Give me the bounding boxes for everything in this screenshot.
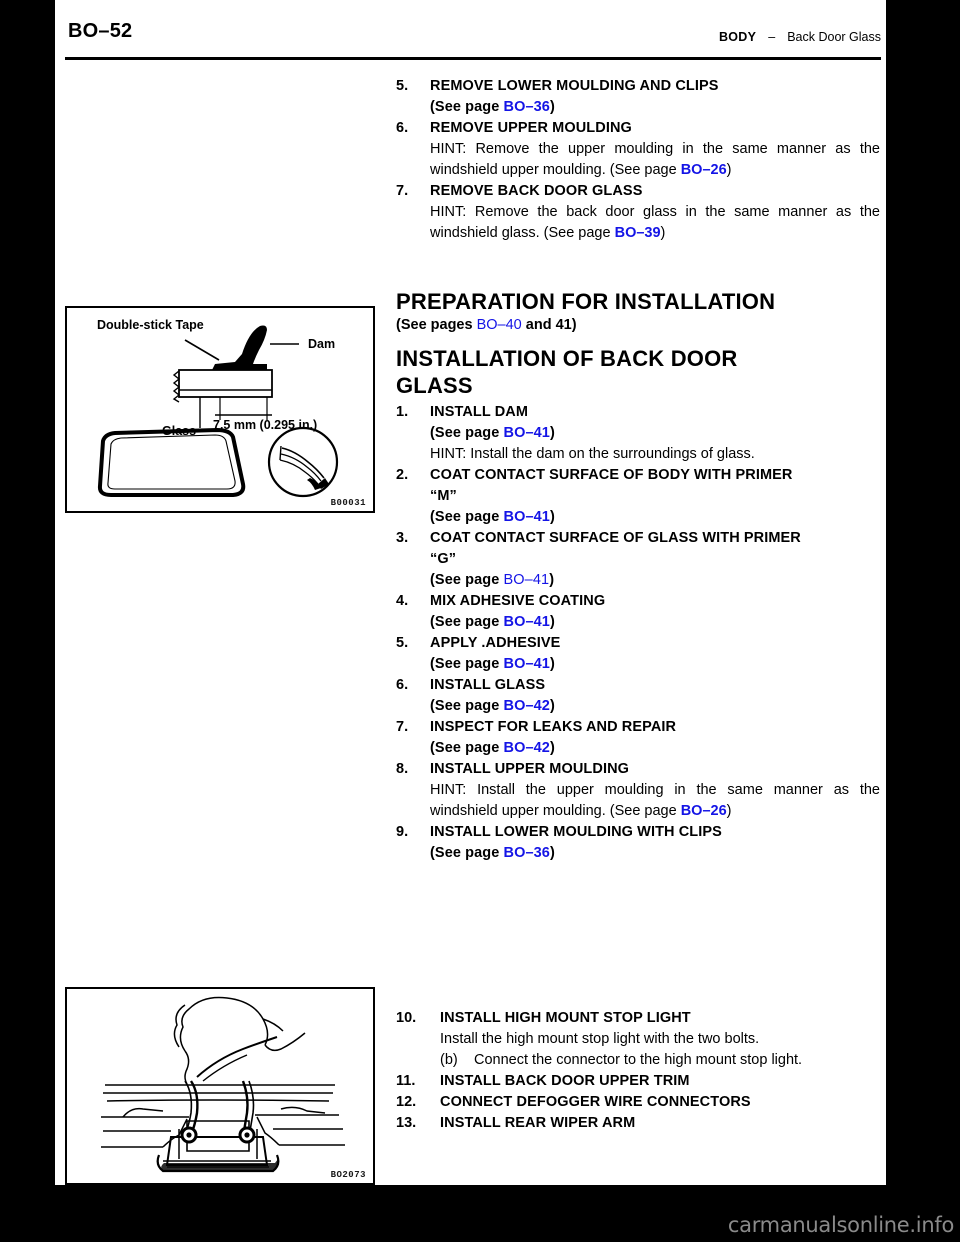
page-link[interactable]: BO–41 (503, 572, 550, 588)
step-item (396, 402, 880, 465)
header-breadcrumb (719, 30, 881, 44)
step-title-continued: “G” (430, 551, 457, 567)
content-column (396, 76, 880, 864)
step-number: 12. (396, 1094, 417, 1110)
step-title: INSTALL UPPER MOULDING (430, 761, 630, 777)
reference-prefix: (See page (430, 656, 504, 672)
step-number: 9. (396, 824, 409, 840)
step-number: 6. (396, 120, 409, 136)
step-item (396, 759, 880, 822)
page-link[interactable]: BO–36 (503, 845, 550, 861)
step-item (396, 675, 880, 717)
step-item (396, 76, 880, 118)
step-title: INSTALL DAM (430, 404, 529, 420)
reference-prefix: (See page (430, 614, 504, 630)
page-link[interactable]: BO–42 (503, 740, 550, 756)
step-title: INSTALL HIGH MOUNT STOP LIGHT (440, 1010, 691, 1026)
reference-prefix: (See page (430, 509, 504, 525)
header-divider (65, 57, 881, 60)
reference-prefix: (See page (430, 698, 504, 714)
step-number: 7. (396, 183, 409, 199)
reference-prefix: (See page (430, 99, 504, 115)
hint-suffix: ) (660, 225, 666, 241)
page-link[interactable]: BO–26 (680, 803, 727, 819)
step-title: REMOVE LOWER MOULDING AND CLIPS (430, 78, 719, 94)
figure-label-glass: Glass (162, 424, 197, 438)
page-link[interactable]: BO–40 (476, 317, 522, 333)
step-title: REMOVE BACK DOOR GLASS (430, 183, 643, 199)
figure-code: B00031 (330, 498, 366, 508)
section-heading-installation-line1: INSTALLATION OF BACK DOOR (396, 346, 738, 371)
reference-suffix: ) (549, 99, 555, 115)
page-link[interactable]: BO–36 (503, 99, 550, 115)
hint-text: HINT: Install the upper moulding in the same manner as the windshield upper moulding. (See page (430, 782, 880, 819)
step-number: 11. (396, 1073, 416, 1089)
step-reference (430, 696, 880, 717)
step-number: 4. (396, 593, 409, 609)
section-heading-installation-line2: GLASS (396, 373, 473, 398)
header-section: BODY (718, 30, 757, 44)
step-item (396, 1113, 880, 1134)
reference-suffix: ) (549, 509, 555, 525)
reference-suffix: ) (549, 698, 555, 714)
step-item (396, 591, 880, 633)
page-link[interactable]: BO–42 (503, 698, 550, 714)
step-item (396, 1092, 880, 1113)
reference-suffix: and 41) (521, 317, 577, 333)
step-hint: HINT: Install the dam on the surroundings of glass. (430, 446, 755, 462)
step-item (396, 717, 880, 759)
page-link[interactable]: BO–41 (503, 656, 550, 672)
step-hint (430, 202, 880, 244)
step-item (396, 1008, 880, 1071)
step-title: CONNECT DEFOGGER WIRE CONNECTORS (440, 1094, 751, 1110)
page-number: BO–52 (68, 20, 133, 42)
step-title: APPLY .ADHESIVE (430, 635, 561, 651)
bottom-steps-column (396, 1008, 880, 1134)
substep-label: (b) (440, 1052, 458, 1068)
step-number: 10. (396, 1010, 417, 1026)
reference-suffix: ) (549, 425, 555, 441)
step-number: 2. (396, 467, 409, 483)
reference-prefix: (See page (430, 572, 504, 588)
reference-prefix: (See page (430, 740, 504, 756)
step-reference (430, 507, 880, 528)
step-hint (430, 139, 880, 181)
step-title: INSTALL REAR WIPER ARM (440, 1115, 636, 1131)
step-reference (430, 97, 880, 118)
step-number: 6. (396, 677, 409, 693)
section-heading-preparation: PREPARATION FOR INSTALLATION (396, 289, 776, 314)
step-item (396, 822, 880, 864)
step-item (396, 528, 880, 591)
manual-page (55, 0, 886, 1185)
page-link[interactable]: BO–26 (680, 162, 727, 178)
reference-suffix: ) (549, 845, 555, 861)
step-title: MIX ADHESIVE COATING (430, 593, 606, 609)
reference-suffix: ) (549, 740, 555, 756)
header-subject: Back Door Glass (787, 30, 881, 44)
step-title-continued: “M” (430, 488, 457, 504)
step-reference (430, 423, 880, 444)
preparation-reference (396, 315, 880, 336)
substep-text: Connect the connector to the high mount stop light. (474, 1052, 803, 1068)
step-title: INSPECT FOR LEAKS AND REPAIR (430, 719, 677, 735)
step-title: REMOVE UPPER MOULDING (430, 120, 632, 136)
step-hint (430, 780, 880, 822)
step-substep (440, 1050, 880, 1071)
page-link[interactable]: BO–41 (503, 425, 550, 441)
step-title: INSTALL BACK DOOR UPPER TRIM (440, 1073, 690, 1089)
step-title: COAT CONTACT SURFACE OF BODY WITH PRIMER (430, 467, 793, 483)
step-item (396, 465, 880, 528)
reference-prefix: (See page (430, 845, 504, 861)
step-number: 13. (396, 1115, 417, 1131)
step-detail: Install the high mount stop light with the two bolts. (440, 1031, 760, 1047)
step-title: INSTALL GLASS (430, 677, 546, 693)
step-item (396, 633, 880, 675)
step-item (396, 1071, 880, 1092)
hint-suffix: ) (726, 162, 732, 178)
step-item (396, 181, 880, 244)
step-number: 7. (396, 719, 409, 735)
reference-suffix: ) (549, 656, 555, 672)
step-number: 5. (396, 635, 409, 651)
step-title: INSTALL LOWER MOULDING WITH CLIPS (430, 824, 722, 840)
step-reference (430, 843, 880, 864)
figure-high-mount-stop-light (65, 987, 375, 1185)
header-separator: – (768, 30, 776, 44)
step-title: COAT CONTACT SURFACE OF GLASS WITH PRIMER (430, 530, 801, 546)
hint-suffix: ) (726, 803, 732, 819)
reference-suffix: ) (549, 614, 555, 630)
step-number: 1. (396, 404, 409, 420)
page-link[interactable]: BO–41 (503, 614, 550, 630)
step-number: 8. (396, 761, 409, 777)
step-reference (430, 612, 880, 633)
step-number: 3. (396, 530, 409, 546)
figure-stop-light-drawing (67, 989, 373, 1183)
figure-label-dam: Dam (308, 337, 336, 351)
hint-text: HINT: Remove the upper moulding in the same manner as the windshield upper moulding. (See page (430, 141, 880, 178)
figure-dam-installation (65, 306, 375, 513)
page-link[interactable]: BO–39 (614, 225, 661, 241)
watermark: carmanualsonline.info (727, 1213, 954, 1237)
reference-prefix: (See page (430, 425, 504, 441)
reference-suffix: ) (549, 572, 555, 588)
page-link[interactable]: BO–41 (503, 509, 550, 525)
page-header (55, 0, 886, 62)
reference-prefix: (See pages (396, 317, 477, 333)
step-number: 5. (396, 78, 409, 94)
step-reference (430, 738, 880, 759)
figure-label-dimension: 7.5 mm (0.295 in.) (213, 418, 318, 432)
step-reference (430, 654, 880, 675)
step-reference (430, 570, 880, 591)
step-item (396, 118, 880, 181)
figure-label-double-stick-tape: Double-stick Tape (97, 318, 204, 332)
hint-text: HINT: Remove the back door glass in the same manner as the windshield glass. (See page (430, 204, 880, 241)
figure-code: BO2073 (330, 1170, 366, 1180)
